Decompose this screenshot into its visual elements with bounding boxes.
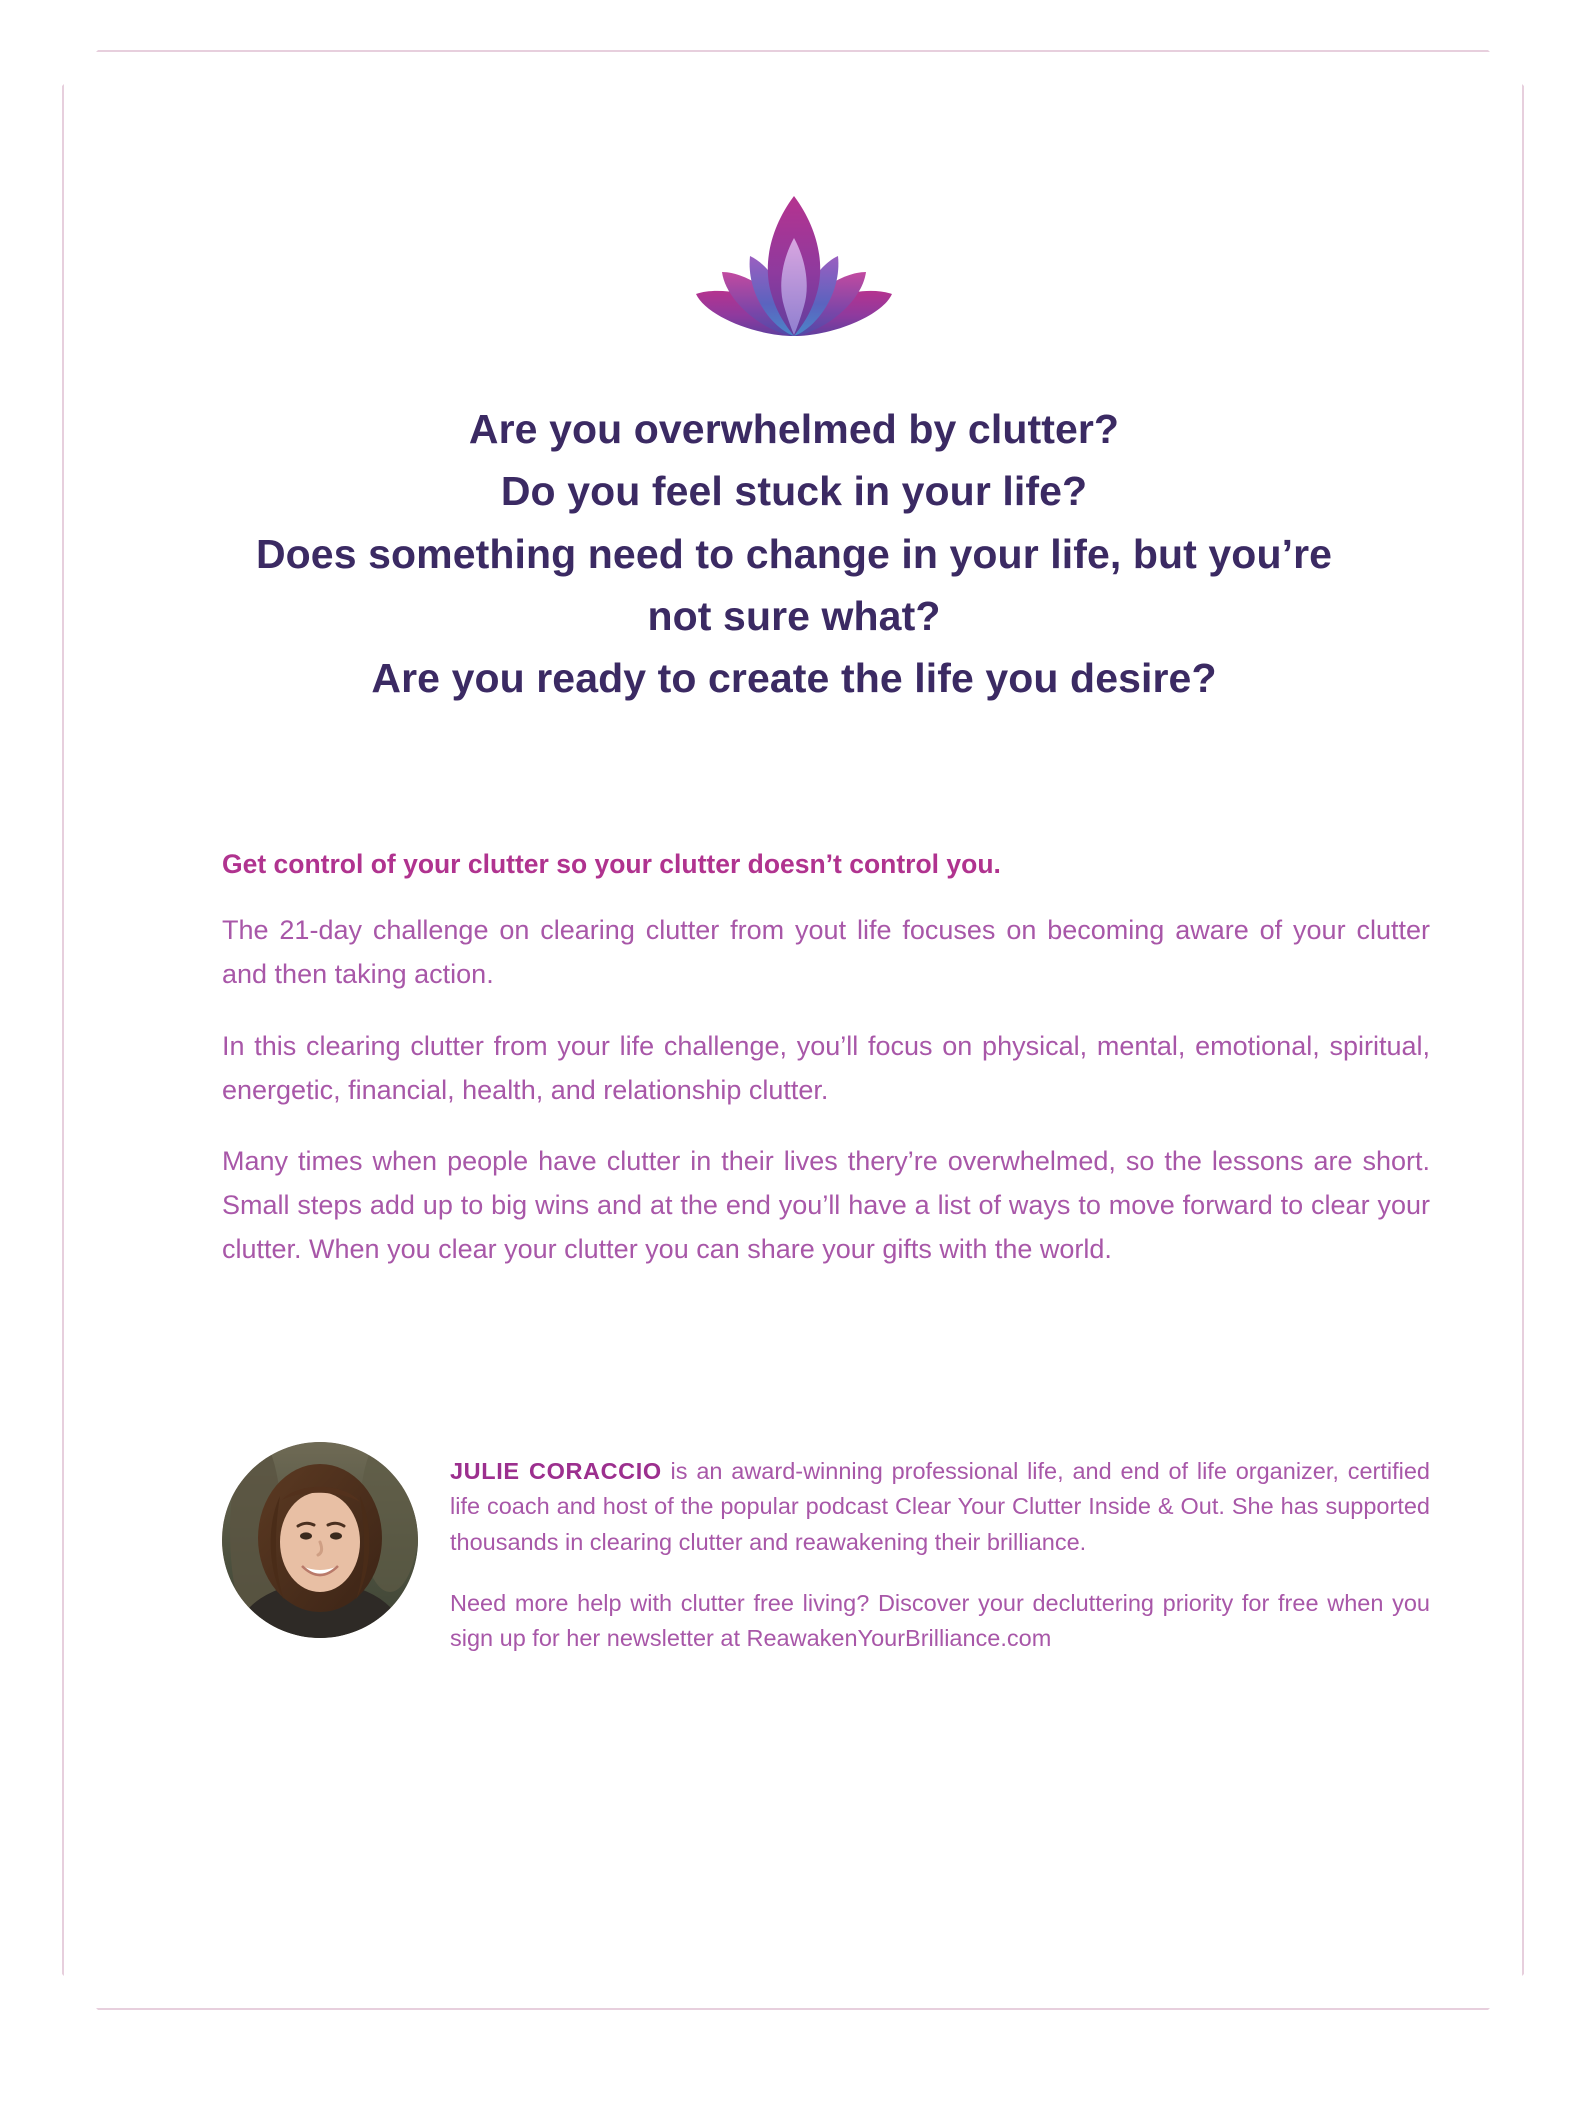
headline-line-3: Does something need to change in your life, but you’re: [255, 530, 1333, 577]
bio-intro-paragraph: [450, 1454, 1430, 1560]
headline-line-4: not sure what?: [647, 592, 941, 639]
headline-line-5: Are you ready to create the life you desire?: [371, 655, 1217, 702]
body-paragraph-3: Many times when people have clutter in their lives thery’re overwhelmed, so the lessons are short. Small steps add up to big wins and at the end you’ll have a list of ways to move forward to clear your clutter. When you clear your clutter you can share your gifts with the world.: [222, 1146, 1430, 1264]
avatar: [222, 1442, 418, 1638]
body-paragraph-2: In this clearing clutter from your life challenge, you’ll focus on physical, mental, emotional, spiritual, energetic, financial, health, and relationship clutter.: [222, 1030, 1430, 1105]
body-paragraph-1: The 21-day challenge on clearing clutter from yout life focuses on becoming aware of your clutter and then taking action.: [222, 915, 1430, 990]
author-bio: [222, 1442, 1430, 1656]
headline-line-2: Do you feel stuck in your life?: [500, 468, 1088, 515]
bio-intro-text: is an award-winning professional life, and end of life organizer, certified life coach and host of the popular podcast Clear Your Clutter Inside & Out. She has supported thousands in clearing clutter and reawakening their brilliance.: [450, 1458, 1430, 1555]
bio-text: [450, 1442, 1430, 1656]
headline-block: [180, 398, 1408, 710]
headline-line-1: Are you overwhelmed by clutter?: [468, 406, 1120, 452]
lead-paragraph: Get control of your clutter so your clutter doesn’t control you.: [222, 849, 1001, 879]
body-copy: [222, 845, 1430, 1272]
lotus-flower-logo-icon: [686, 190, 902, 345]
bio-cta-paragraph: Need more help with clutter free living? Discover your decluttering priority for free when you sign up for her newsletter at ReawakenYourBrilliance.com: [450, 1589, 1430, 1651]
logo-container: [0, 190, 1588, 345]
author-name: JULIE CORACCIO: [450, 1458, 662, 1484]
